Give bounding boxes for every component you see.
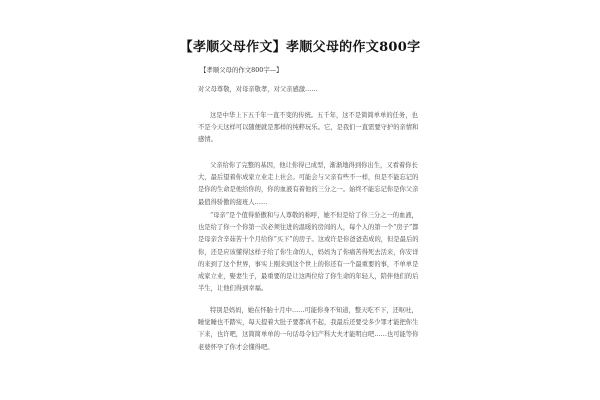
article-title: 【孝顺父母作文】孝顺父母的作文800字 bbox=[179, 40, 421, 55]
paragraph-3: 父亲给你了完整的基因，他让你得已成型，渐渐地得到你出生，又看着你长大，最后望着你成家立业走上社会。可能会与父亲有些不一样，但是不能忘记的是你的生命是他给你的，你的血液有着他的三分之一。始终不能忘记你是你父亲最值得骄傲的接班人…… bbox=[198, 162, 419, 206]
paragraph-2: 这是中华上下五千年一直不变的传统。五千年，这不是简简单单的任务，也不是今天这样可以随便就是那样的纯粹玩乐。它，是我们一直需要守护的亲情和感情。 bbox=[198, 112, 419, 144]
paragraph-4: “母亲”是个值得骄傲和与人尊敬的称呼，她不但是给了你三分之一的血液，也是给了你一个你第一次必须往进的温暖的房间的人，每个人的第一个“房子”都是母亲含辛茹苦十个月给你“买下”的房子。这或许是你爸爸造成的，但是最后的你，还是应该懂得这样子给了你生命的人，妈妈为了你痛苦得死去活来，你安详的来到了这个世界，事实上刚来到这个世上的你还有一个最重要的事，不单单是成家立业，娶妻生子，最重要的是让这两位给了你生命的年轻人，陪伴他们的后半生，让他们得到幸福。 bbox=[198, 212, 419, 293]
paragraph-1: 对父母尊敬，对母亲敬孝，对父亲感激…… bbox=[198, 86, 318, 93]
paragraph-5: 特别是妈妈，她在怀胎十月中……可能你身不知道，整天吃不下，还呕吐，睡觉睡也不踏实，每天提着大肚子要都真不起，我最后还要受多少罪才能把你生下来，也许吧，这简简单单的一句话母令妇产科大夫才能明白吧……也可能等你老婆怀孕了你才会懂得吧。 bbox=[198, 307, 419, 351]
page-heading: 【孝顺父母的作文800字—】 bbox=[200, 66, 283, 74]
document-page bbox=[170, 60, 432, 400]
